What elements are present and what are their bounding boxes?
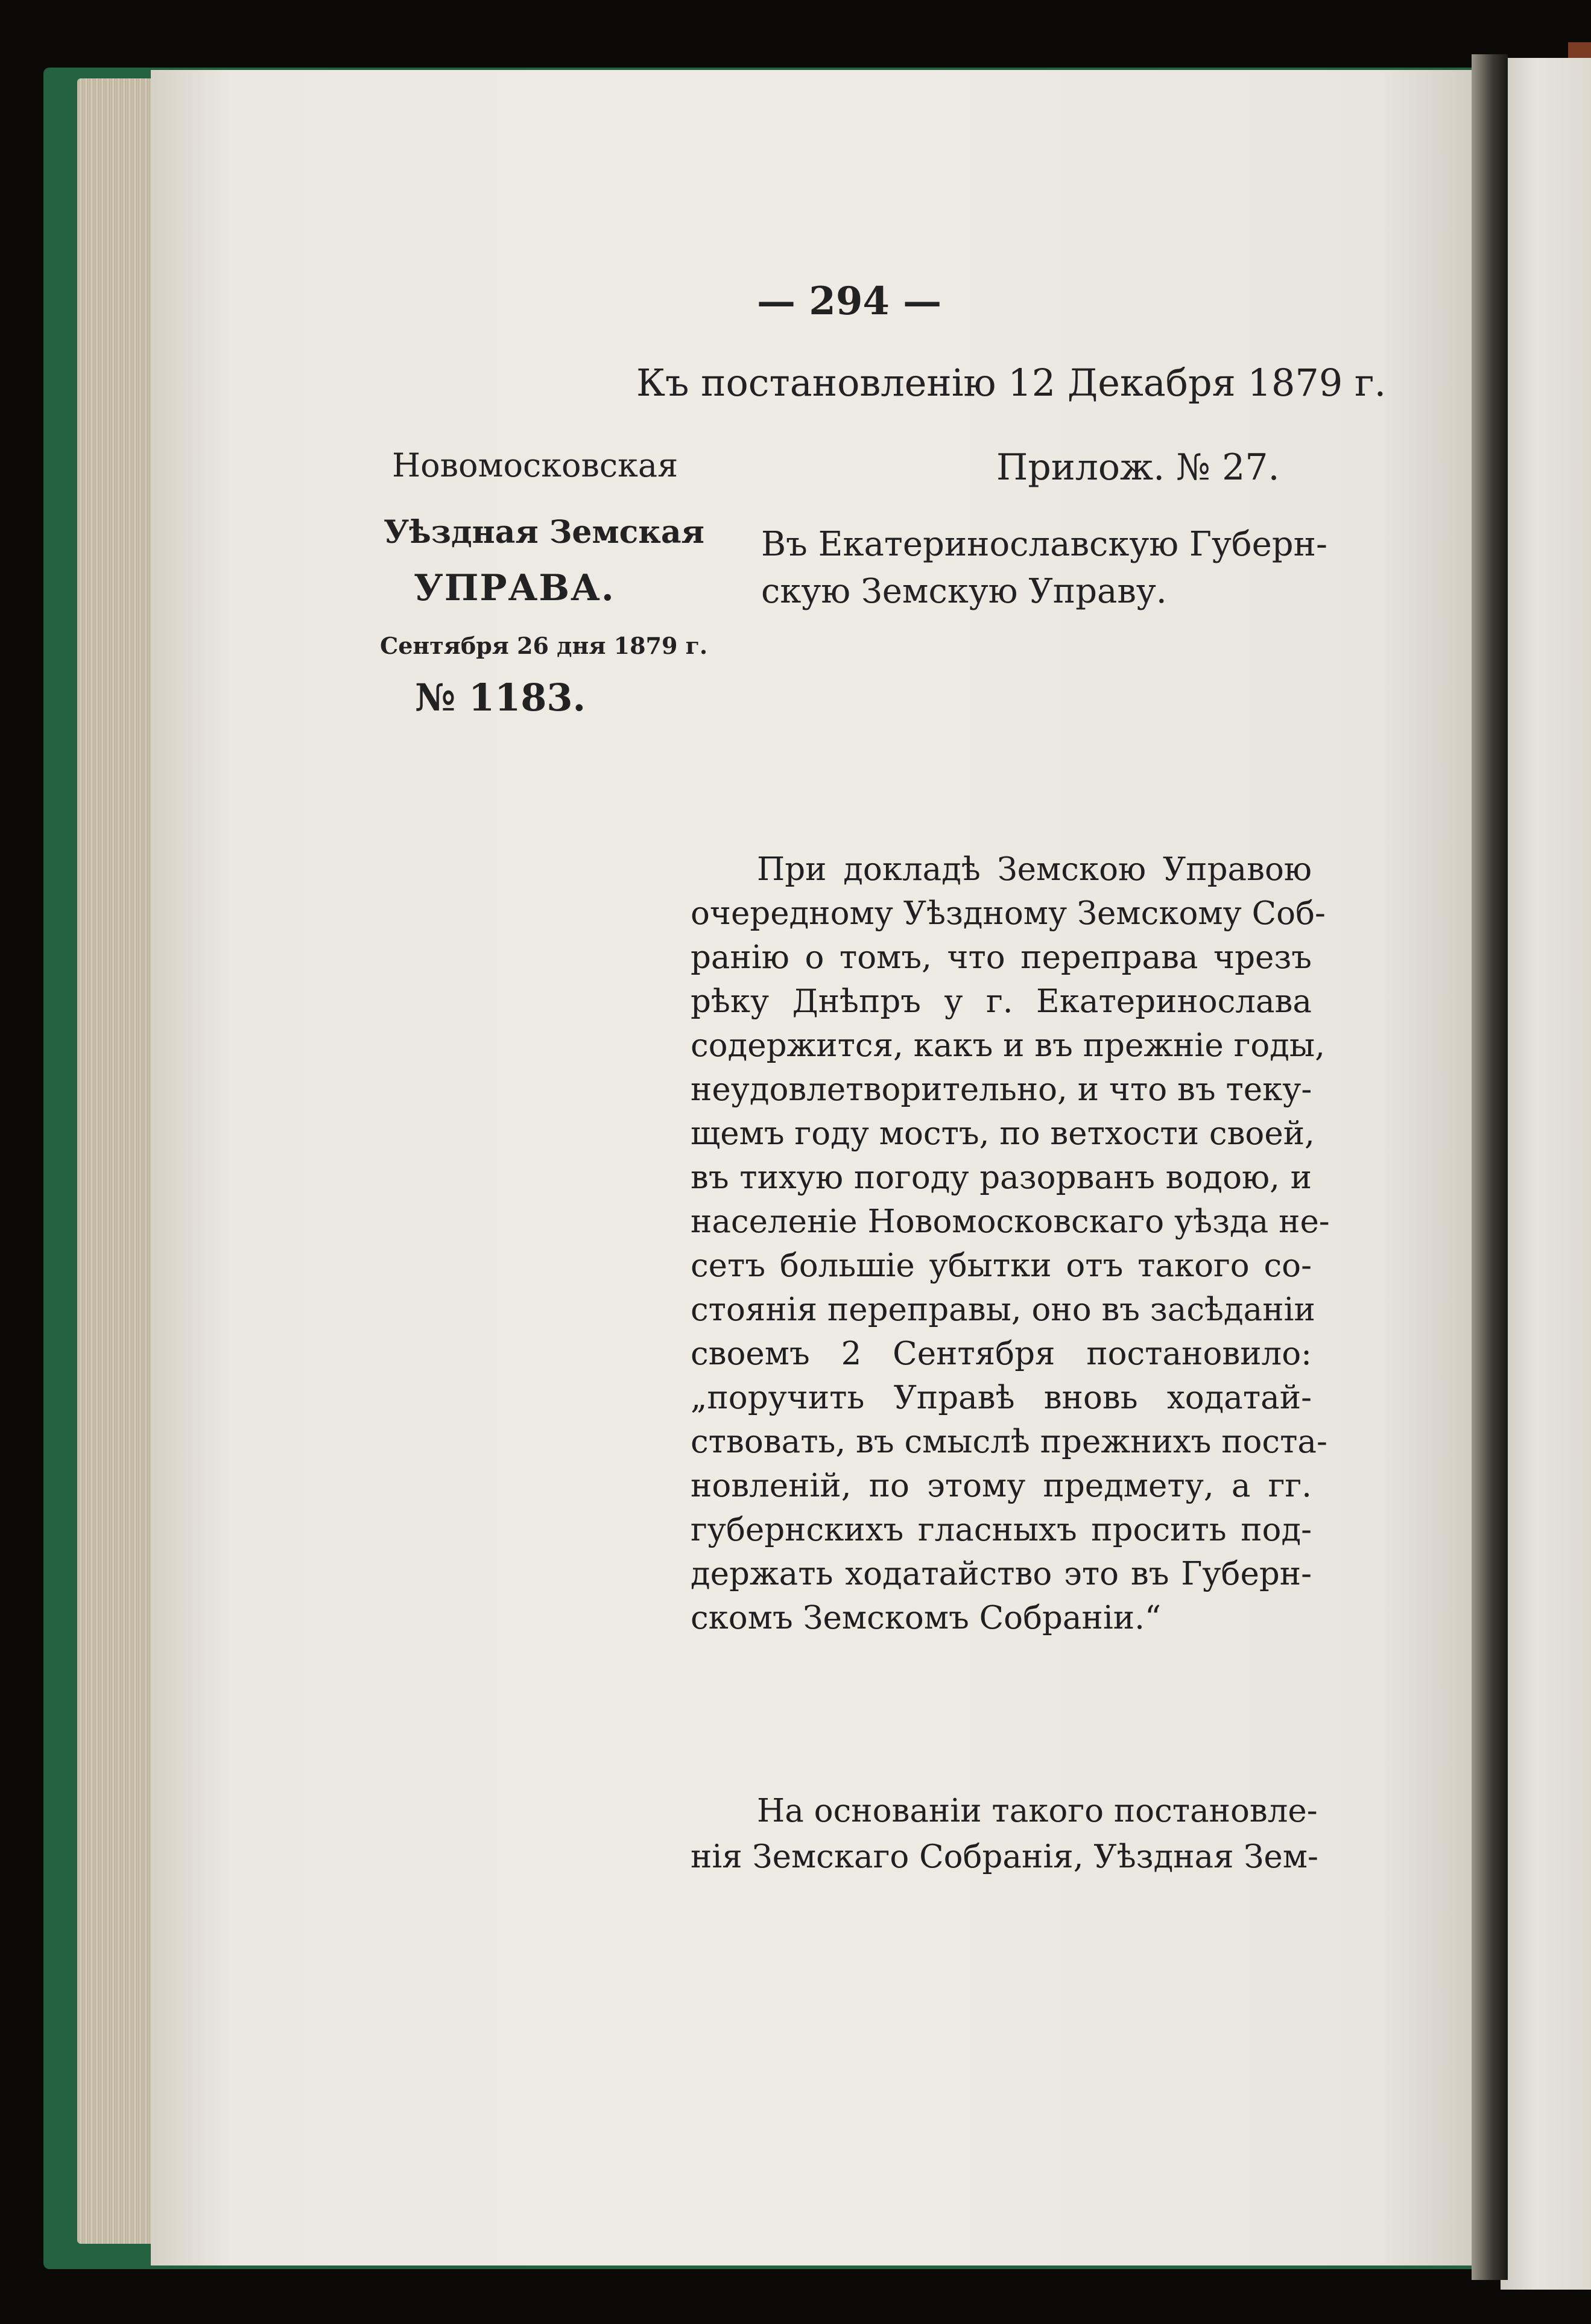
paragraph-1 (691, 847, 1330, 1640)
facing-page (1501, 58, 1591, 2290)
text-line: содержится, какъ и въ прежніе годы, (691, 1027, 1325, 1064)
text-line: ранію о томъ, что переправа чрезъ (691, 939, 1312, 976)
text-line: щемъ году мостъ, по ветхости своей, (691, 1115, 1315, 1152)
page-edges (77, 78, 156, 2244)
text-line: На основаніи такого постановле- (757, 1793, 1318, 1829)
text-line: своемъ 2 Сентября постановило: (691, 1335, 1312, 1372)
text-line: въ тихую погоду разорванъ водою, и (691, 1159, 1312, 1196)
text-line: губернскихъ гласныхъ просить под- (691, 1512, 1312, 1548)
text-line: держать ходатайство это въ Губерн- (691, 1556, 1312, 1592)
letterhead-line3: УПРАВА. (414, 567, 615, 609)
text-line: неудовлетворительно, и что въ теку- (691, 1071, 1312, 1108)
text-line: При докладѣ Земскою Управою (757, 851, 1312, 888)
text-line: очередному Уѣздному Земскому Соб- (691, 895, 1326, 932)
letterhead-date: Сентября 26 дня 1879 г. (380, 632, 708, 659)
letterhead-number: № 1183. (415, 676, 586, 720)
text-line: сетъ большіе убытки отъ такого со- (691, 1247, 1312, 1284)
addressee-line2: скую Земскую Управу. (761, 572, 1167, 611)
book-gutter (1472, 54, 1508, 2280)
text-line: скомъ Земскомъ Собраніи.“ (691, 1600, 1162, 1636)
reference-line: Къ постановленію 12 Декабря 1879 г. (636, 361, 1387, 405)
appendix-label: Прилож. № 27. (996, 446, 1280, 489)
text-line: ствовать, въ смыслѣ прежнихъ поста- (691, 1423, 1327, 1460)
text-line: населеніе Новомосковскаго уѣзда не- (691, 1203, 1330, 1240)
text-line: рѣку Днѣпръ у г. Екатеринослава (691, 983, 1312, 1020)
page-number: — 294 — (757, 279, 942, 324)
text-line: стоянія переправы, оно въ засѣданіи (691, 1291, 1315, 1328)
letterhead-line1: Новомосковская (392, 446, 678, 484)
text-line: „поручить Управѣ вновь ходатай- (691, 1379, 1312, 1416)
addressee-line1: Въ Екатеринославскую Губерн- (761, 525, 1327, 564)
paragraph-2 (691, 1788, 1318, 1880)
letterhead-line2: Уѣздная Земская (384, 514, 704, 551)
text-line: новленій, по этому предмету, а гг. (691, 1468, 1312, 1504)
text-line: нія Земскаго Собранія, Уѣздная Зем- (691, 1838, 1318, 1875)
